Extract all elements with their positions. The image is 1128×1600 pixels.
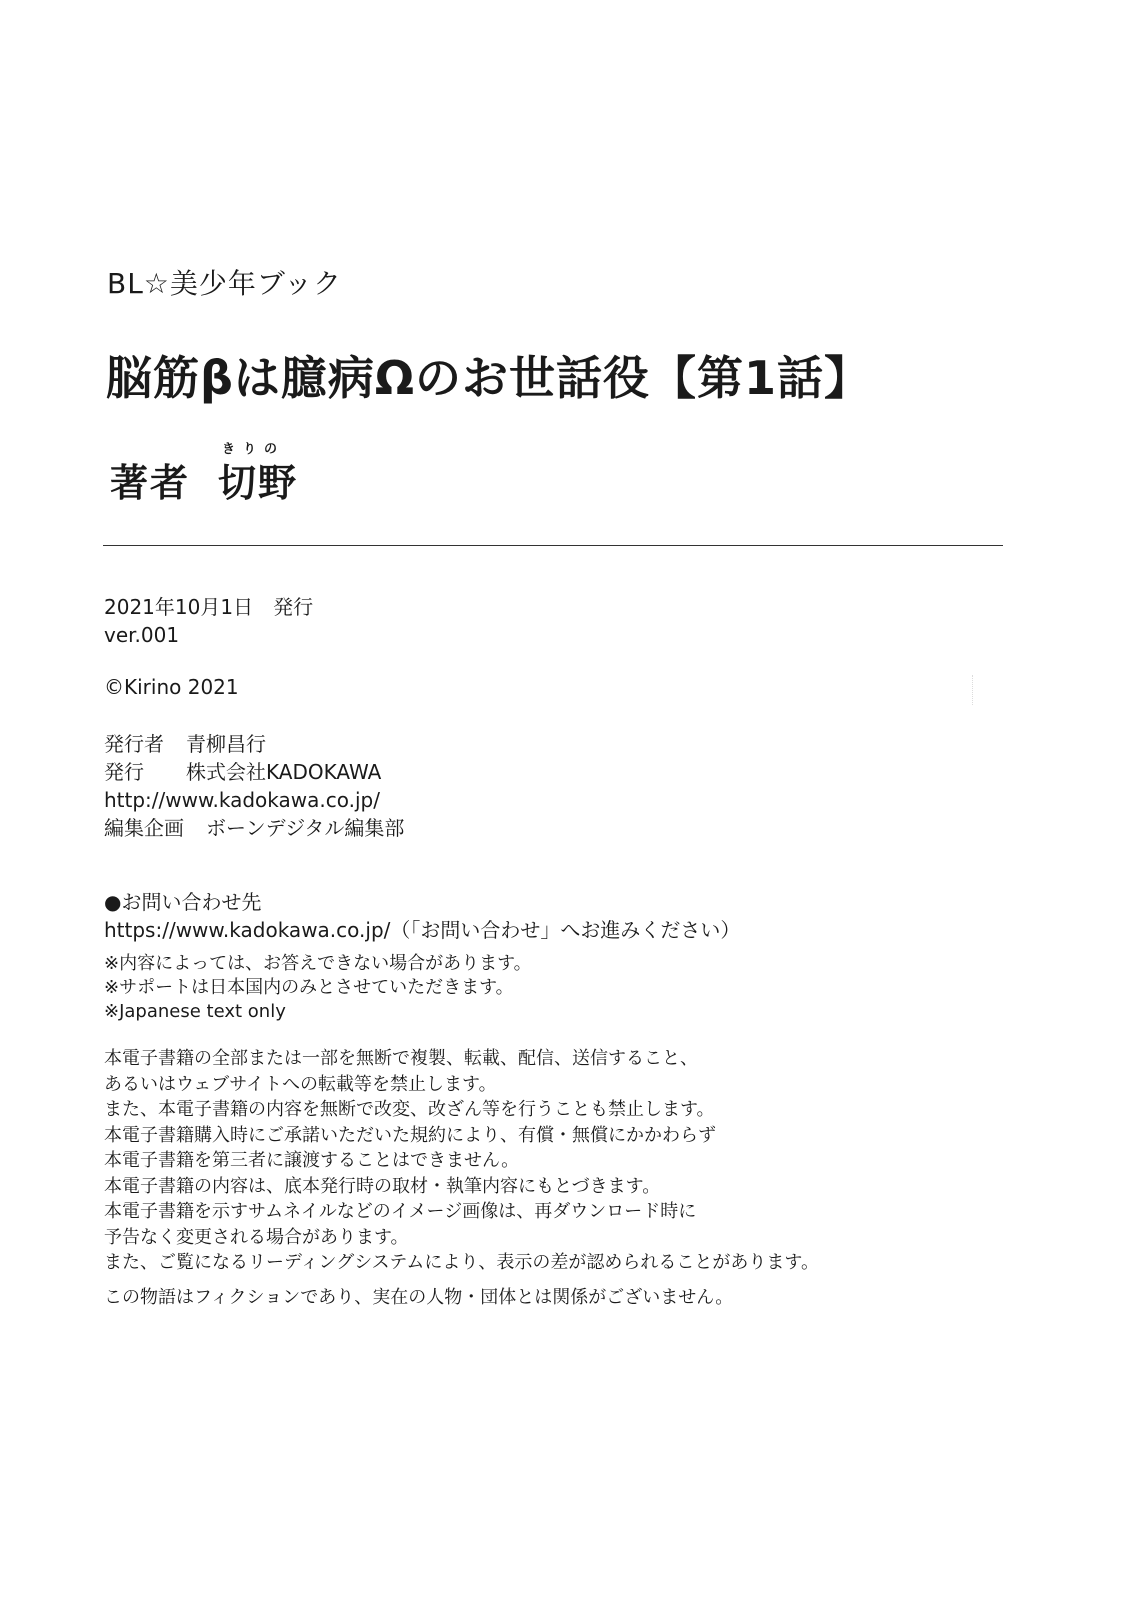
notes-block: [104, 952, 532, 1024]
version: ver.001: [104, 623, 180, 647]
contact-heading: ●お問い合わせ先: [104, 890, 262, 914]
editorial-row: [104, 814, 404, 842]
legal-line: 本電子書籍を示すサムネイルなどのイメージ画像は、再ダウンロード時に: [104, 1201, 697, 1222]
author-name: 切野: [218, 461, 299, 505]
book-title: 脳筋βは臆病Ωのお世話役【第1話】: [106, 351, 872, 405]
contact-link[interactable]: https://www.kadokawa.co.jp/（「お問い合わせ」へお進みください）: [104, 918, 741, 942]
editorial-value: ボーンデジタル編集部: [206, 816, 405, 840]
note-line: ※Japanese text only: [104, 1001, 286, 1022]
scan-artifact: [972, 675, 975, 705]
publisher-url[interactable]: http://www.kadokawa.co.jp/: [104, 788, 380, 812]
legal-line: 本電子書籍の全部または一部を無断で複製、転載、配信、送信すること、: [104, 1048, 698, 1069]
publisher-key: 発行: [104, 760, 144, 784]
divider: [103, 545, 1003, 546]
author-ruby: きりの: [222, 442, 286, 457]
note-line: ※サポートは日本国内のみとさせていただきます。: [104, 977, 514, 998]
fiction-notice: この物語はフィクションであり、実在の人物・団体とは関係がございません。: [104, 1287, 734, 1308]
legal-notice: [104, 1046, 819, 1276]
legal-line: 本電子書籍購入時にご承諾いただいた規約により、有償・無償にかかわらず: [104, 1124, 716, 1146]
publisher-key: 発行者: [104, 732, 164, 756]
publisher-row: [104, 730, 404, 758]
publisher-block: [104, 730, 404, 842]
legal-line: また、ご覧になるリーディングシステムにより、表示の差が認められることがあります。: [104, 1252, 819, 1273]
publisher-row: [104, 758, 404, 786]
editorial-key: 編集企画: [104, 816, 184, 840]
copyright: ©Kirino 2021: [104, 675, 239, 699]
author-label: 著者: [110, 461, 191, 505]
legal-line: また、本電子書籍の内容を無断で改変、改ざん等を行うことも禁止します。: [104, 1099, 715, 1120]
publisher-value: 青柳昌行: [186, 732, 266, 756]
publication-date: 2021年10月1日 発行: [104, 595, 314, 619]
series-label: BL☆美少年ブック: [107, 267, 342, 300]
legal-line: あるいはウェブサイトへの転載等を禁止します。: [104, 1073, 497, 1095]
publisher-value: 株式会社KADOKAWA: [186, 760, 382, 784]
legal-line: 本電子書籍の内容は、底本発行時の取材・執筆内容にもとづきます。: [104, 1175, 661, 1197]
legal-line: 予告なく変更される場合があります。: [104, 1226, 409, 1248]
note-line: ※内容によっては、お答えできない場合があります。: [104, 953, 532, 974]
legal-line: 本電子書籍を第三者に譲渡することはできません。: [104, 1150, 520, 1171]
contact-block: [104, 888, 740, 944]
